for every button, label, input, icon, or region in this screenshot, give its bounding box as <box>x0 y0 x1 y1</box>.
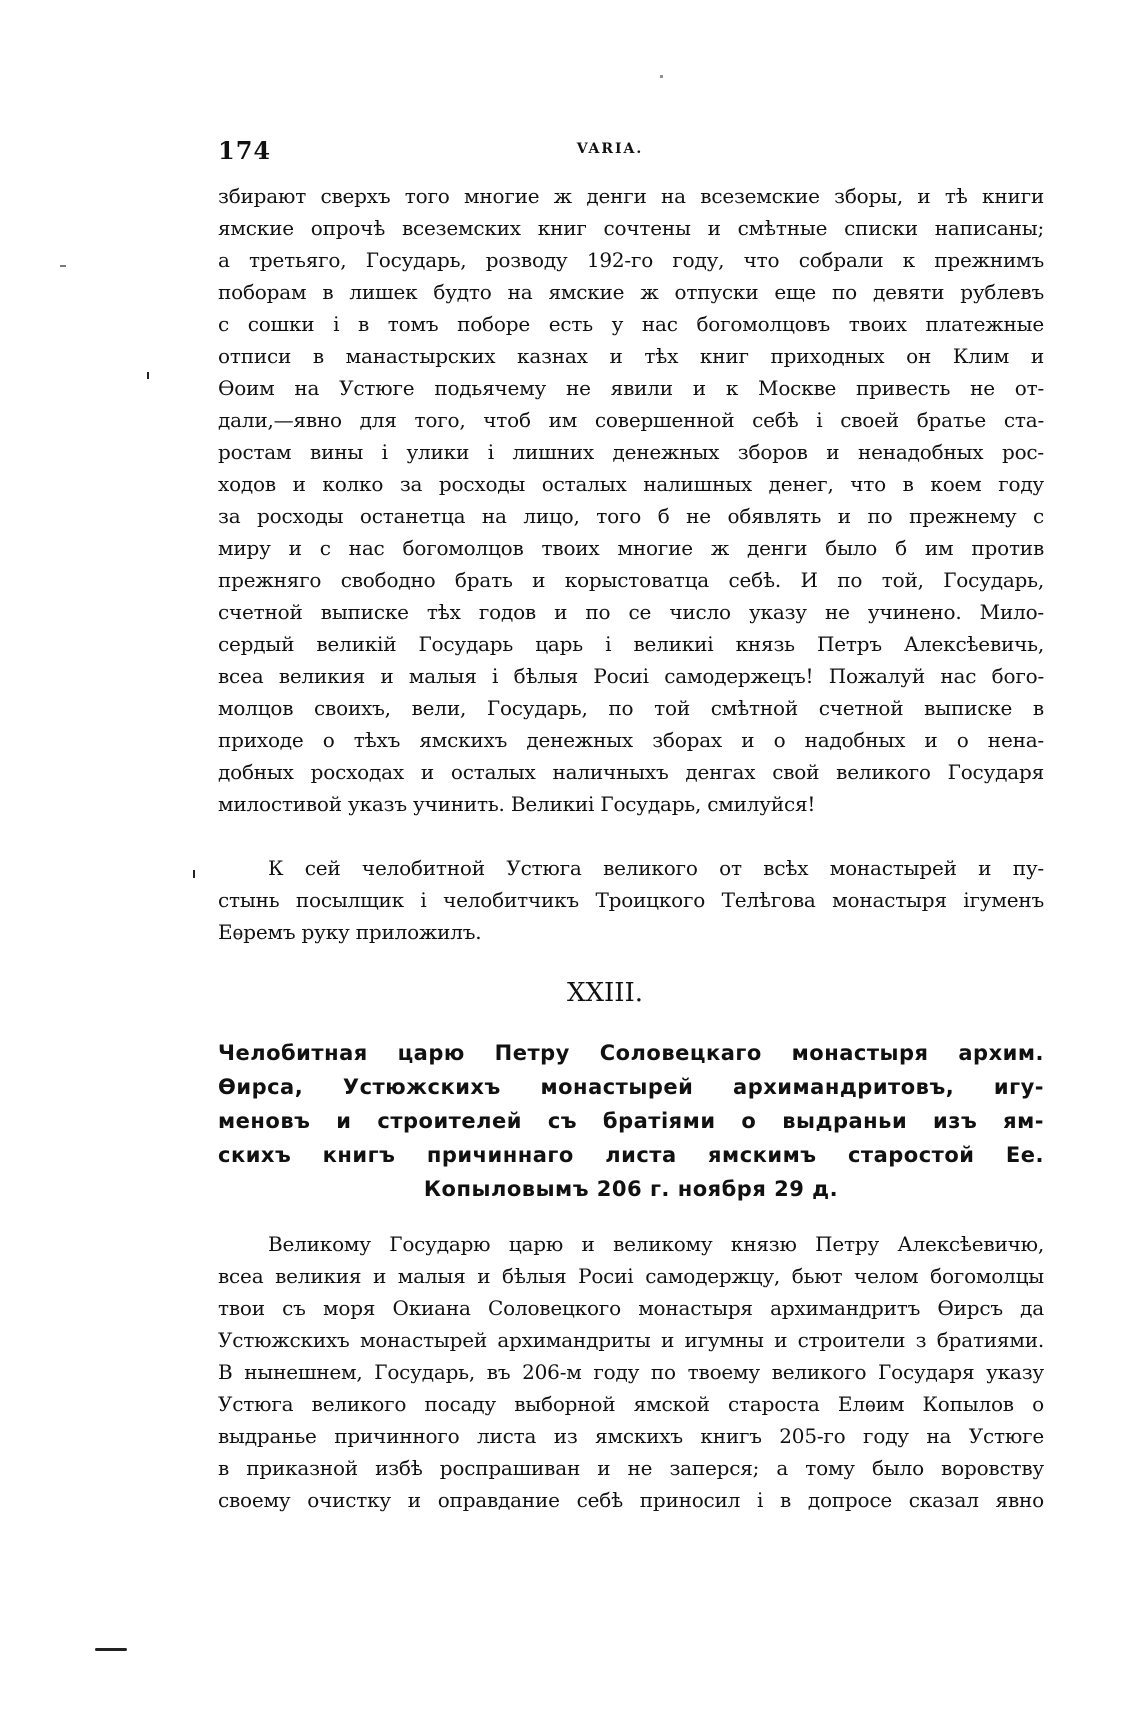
text-line: збирают сверхъ того многие ж денги на всеземские зборы, и тѣ книги <box>218 184 1044 208</box>
scan-speck <box>147 372 149 379</box>
text-line: В нынешнем, Государь, въ 206-м году по твоему великого Государя указу <box>218 1360 1044 1384</box>
running-head: VARIA. <box>576 141 644 157</box>
text-block-1 <box>218 180 1044 820</box>
text-line: ходов и колко за росходы осталых налишных денег, что в коем году <box>218 472 1044 496</box>
text-line: всеа великия и малыя і бѣлыя Росиі самодержецъ! Пожалуй нас бого- <box>218 664 1044 688</box>
heading-line: меновъ и строителей съ братіями о выдраньи изъ ям- <box>218 1109 1044 1133</box>
text-line: миру и с нас богомолцов твоих многие ж денги было б им против <box>218 536 1044 560</box>
text-block-3 <box>218 1228 1044 1516</box>
text-line: за росходы останетца на лицо, того б не обявлять и по прежнему с <box>218 504 1044 528</box>
text-line: а третьяго, Государь, розводу 192-го году, что собрали к прежнимъ <box>218 248 1044 272</box>
text-line: выдранье причинного листа из ямскихъ книгъ 205-го году на Устюге <box>218 1424 1044 1448</box>
text-line: Ѳоим на Устюге подьячему не явили и к Москве привесть не от- <box>218 376 1044 400</box>
scan-speck <box>60 265 66 267</box>
text-line: стынь посылщик і челобитчикъ Троицкого Телѣгова монастыря ігуменъ <box>218 888 1044 912</box>
text-line: К сей челобитной Устюга великого от всѣх монастырей и пу- <box>268 856 1044 880</box>
heading-line: Ѳирса, Устюжскихъ монастырей архимандритовъ, игу- <box>218 1075 1044 1099</box>
scan-speck <box>95 1648 127 1651</box>
text-line: Устюга великого посаду выборной ямской староста Елѳим Копылов о <box>218 1392 1044 1416</box>
section-numeral: XXIII. <box>566 978 644 1008</box>
text-line: в приказной избѣ роспрашиван и не заперся; а тому было воровству <box>218 1456 1044 1480</box>
text-line: молцов своихъ, вели, Государь, по той смѣтной счетной выписке в <box>218 696 1044 720</box>
text-line: с сошки і в томъ поборе есть у нас богомолцовъ твоих платежные <box>218 312 1044 336</box>
text-line: всеа великия и малыя и бѣлыя Росиі самодержцу, бьют челом богомолцы <box>218 1264 1044 1288</box>
text-line: Еѳремъ руку приложилъ. <box>218 920 482 944</box>
heading-line: Копыловымъ 206 г. ноября 29 д. <box>423 1177 839 1201</box>
text-line: милостивой указъ учинить. Великиі Государь, смилуйся! <box>218 792 816 816</box>
text-line: добных росходах и осталых наличныхъ денгах свой великого Государя <box>218 760 1044 784</box>
text-line: дали,—явно для того, чтоб им совершенной себѣ і своей братье ста- <box>218 408 1044 432</box>
text-line: счетной выписке тѣх годов и по се число указу не учинено. Мило- <box>218 600 1044 624</box>
text-block-2 <box>218 852 1044 948</box>
heading-line: Челобитная царю Петру Соловецкаго монастыря архим. <box>218 1041 1044 1065</box>
text-line: ростам вины і улики і лишних денежных зборов и ненадобных рос- <box>218 440 1044 464</box>
text-line: ямские опрочѣ всеземских книг сочтены и смѣтные списки написаны; <box>218 216 1044 240</box>
scan-speck <box>193 870 195 878</box>
text-line: твои съ моря Окиана Соловецкого монастыря архимандритъ Ѳирсъ да <box>218 1296 1044 1320</box>
document-heading <box>218 1036 1044 1206</box>
heading-line: скихъ книгъ причиннаго листа ямскимъ старостой Ее. <box>218 1143 1044 1167</box>
text-line: отписи в манастырских казнах и тѣх книг приходных он Клим и <box>218 344 1044 368</box>
text-line: Великому Государю царю и великому князю Петру Алексѣевичю, <box>268 1232 1044 1256</box>
text-line: поборам в лишек будто на ямские ж отпуски еще по девяти рублевъ <box>218 280 1044 304</box>
page-number: 174 <box>218 136 272 165</box>
text-line: сердый великій Государь царь і великиі князь Петръ Алексѣевичь, <box>218 632 1044 656</box>
text-line: Устюжскихъ монастырей архимандриты и игумны и строители з братиями. <box>218 1328 1044 1352</box>
scan-speck <box>660 75 663 78</box>
text-line: своему очистку и оправдание себѣ приносил і в допросе сказал явно <box>218 1488 1044 1512</box>
text-line: приходе о тѣхъ ямскихъ денежных зборах и о надобных и о нена- <box>218 728 1044 752</box>
text-line: прежняго свободно брать и корыстоватца себѣ. И по той, Государь, <box>218 568 1044 592</box>
